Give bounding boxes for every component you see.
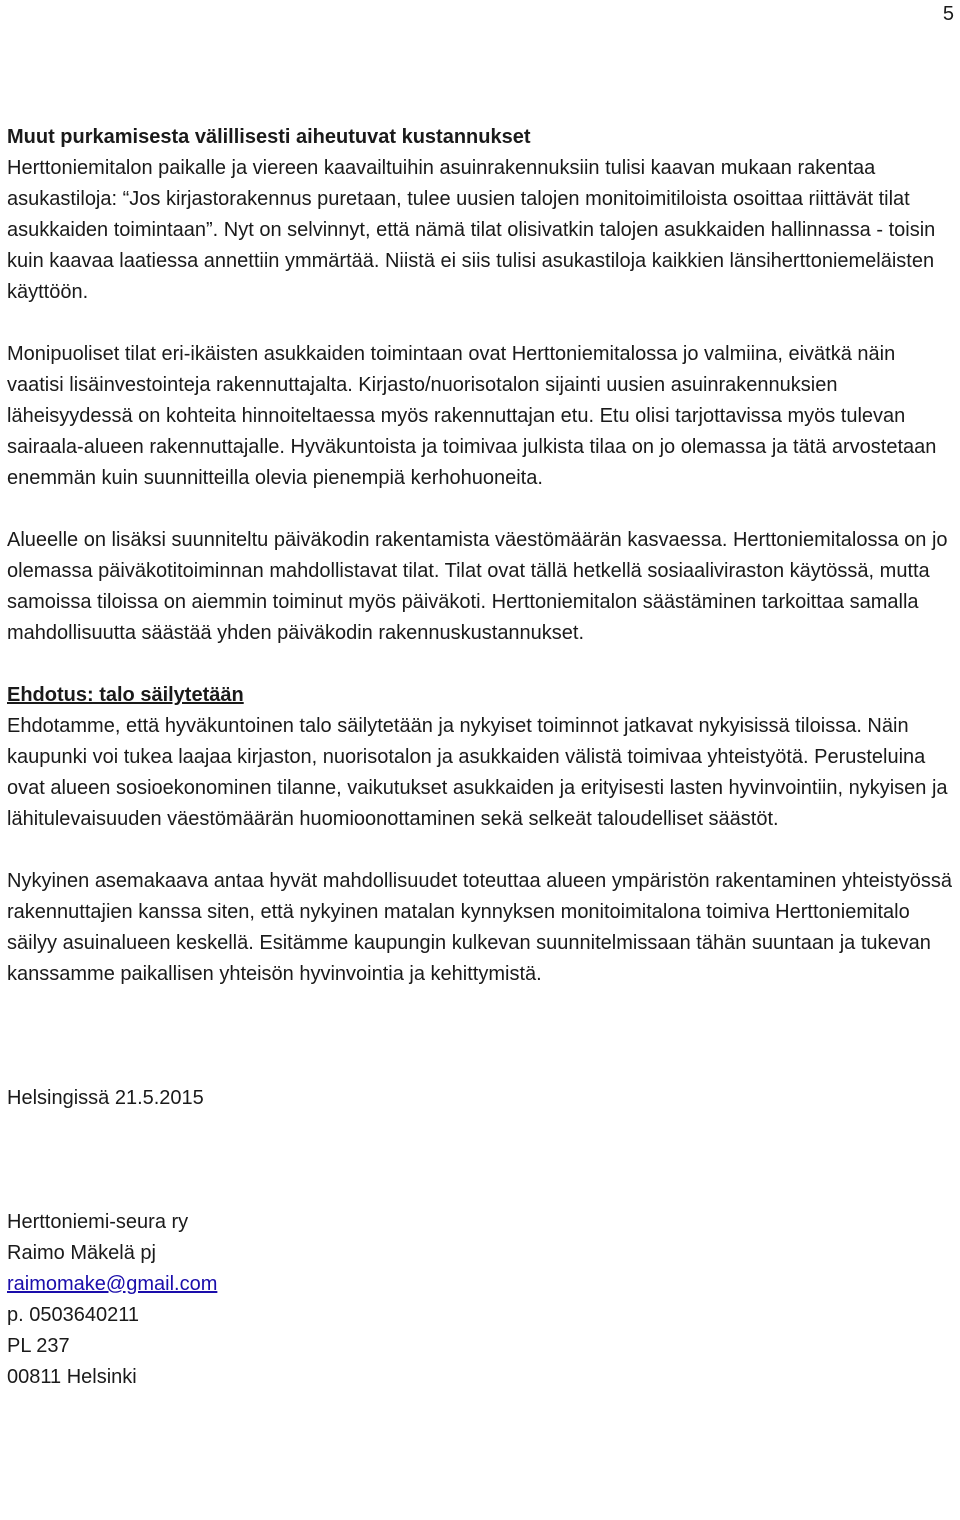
paragraph-spacer bbox=[7, 835, 953, 866]
paragraph-versatile-spaces: Monipuoliset tilat eri-ikäisten asukkaiden toimintaan ovat Herttoniemitalossa jo valmiina, eivätkä näin vaatisi lisäinvestointeja rakennuttajalta. Kirjasto/nuorisotalon sijainti uusien asuinrakennuksien läheisyydessä on kohteita hinnoiteltaessa myös rakennuttajan etu. Etu olisi tarjottavissa myös tulevan sairaala-alueen rakennuttajalle. Hyväkuntoista ja toimivaa julkista tilaa on jo olemassa ja tätä arvostetaan enemmän kuin suunnitteilla olevia pienempiä kerhohuoneita. bbox=[7, 343, 937, 489]
signature-postal: 00811 Helsinki bbox=[7, 1366, 137, 1388]
signature-phone: p. 0503640211 bbox=[7, 1304, 139, 1326]
page-number: 5 bbox=[942, 3, 954, 25]
paragraph-spacer bbox=[7, 990, 953, 1083]
section-heading-indirect-costs: Muut purkamisesta välillisesti aiheutuvat kustannukset bbox=[7, 126, 531, 148]
signature-name: Raimo Mäkelä pj bbox=[7, 1242, 156, 1264]
paragraph-resident-spaces: Herttoniemitalon paikalle ja viereen kaavailtuihin asuinrakennuksiin tulisi kaavan mukaan rakentaa asukastiloja: “Jos kirjastorakennus puretaan, tulee uusien talojen monitoimitiloista osoittaa riittävät tilat asukkaiden toimintaan”. Nyt on selvinnyt, että nämä tilat olisivatkin talojen asukkaiden hallinnassa - toisin kuin kaavaa laatiessa annettiin ymmärtää. Niistä ei siis tulisi asukastiloja kaikkien länsiherttoniemeläisten käyttöön. bbox=[7, 157, 936, 303]
signature-organization: Herttoniemi-seura ry bbox=[7, 1211, 189, 1233]
paragraph-zoning: Nykyinen asemakaava antaa hyvät mahdollisuudet toteuttaa alueen ympäristön rakentaminen yhteistyössä rakennuttajien kanssa siten, että nykyinen matalan kynnyksen monitoimitalona toimiva Herttoniemitalo säilyy asuinalueen keskellä. Esitämme kaupungin kulkevan suunnitelmissaan tähän suuntaan ja tukevan kanssamme paikallisen yhteisön hyvinvointia ja kehittymistä. bbox=[7, 870, 952, 985]
email-link[interactable]: raimomake@gmail.com bbox=[7, 1273, 218, 1295]
paragraph-spacer bbox=[7, 1114, 953, 1207]
paragraph-spacer bbox=[7, 308, 953, 339]
place-date: Helsingissä 21.5.2015 bbox=[7, 1087, 204, 1109]
document-body bbox=[7, 122, 953, 1393]
paragraph-spacer bbox=[7, 494, 953, 525]
paragraph-daycare: Alueelle on lisäksi suunniteltu päiväkodin rakentamista väestömäärän kasvaessa. Herttoniemitalossa on jo olemassa päiväkotitoiminnan mahdollistavat tilat. Tilat ovat tällä hetkellä sosiaaliviraston käytössä, mutta samoissa tiloissa on aiemmin toiminut myös päiväkoti. Herttoniemitalon säästäminen tarkoittaa samalla mahdollisuutta säästää yhden päiväkodin rakennuskustannukset. bbox=[7, 529, 948, 644]
signature-block bbox=[7, 1207, 953, 1393]
section-heading-proposal: Ehdotus: talo säilytetään bbox=[7, 684, 244, 706]
paragraph-proposal: Ehdotamme, että hyväkuntoinen talo säilytetään ja nykyiset toiminnot jatkavat nykyisissä tiloissa. Näin kaupunki voi tukea laajaa kirjaston, nuorisotalon ja asukkaiden välistä toimivaa yhteistyötä. Perusteluina ovat alueen sosioekonominen tilanne, vaikutukset asukkaiden ja erityisesti lasten hyvinvointiin, nykyisen ja lähitulevaisuuden väestömäärän huomioonottaminen sekä selkeät taloudelliset säästöt. bbox=[7, 715, 948, 830]
paragraph-spacer bbox=[7, 649, 953, 680]
signature-po-box: PL 237 bbox=[7, 1335, 70, 1357]
